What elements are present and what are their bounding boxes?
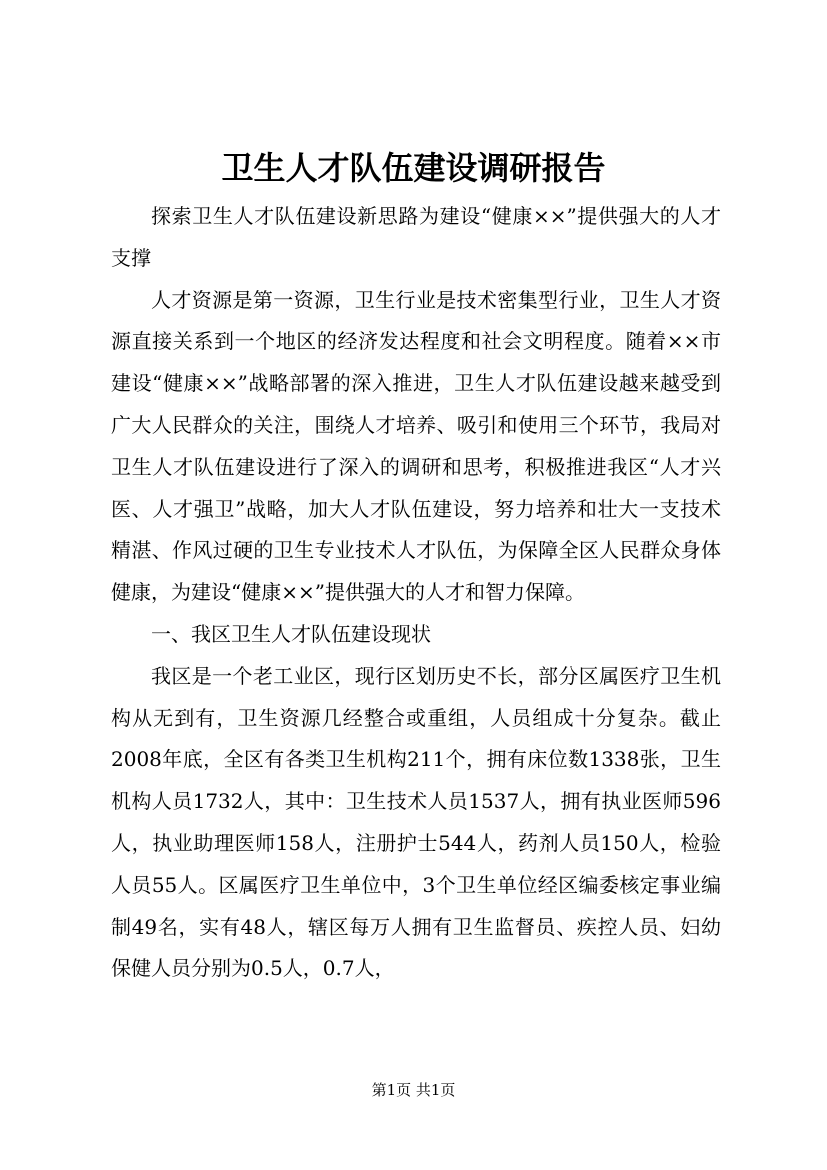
paragraph-subtitle: 探索卫生人才队伍建设新思路为建设“健康××”提供强大的人才支撑 — [111, 204, 721, 270]
section-heading: 一、我区卫生人才队伍建设现状 — [151, 621, 431, 646]
paragraph-intro: 人才资源是第一资源，卫生行业是技术密集型行业，卫生人才资源直接关系到一个地区的经济发达程度和社会文明程度。随着××市建设“健康××”战略部署的深入推进，卫生人才队伍建设越来越受到广大人民群众的关注，围绕人才培养、吸引和使用三个环节，我局对卫生人才队伍建设进行了深入的调研和思考，积极推进我区“人才兴医、人才强卫”战略，加大人才队伍建设，努力培养和壮大一支技术精湛、作风过硬的卫生专业技术人才队伍，为保障全区人民群众身体健康，为建设“健康××”提供强大的人才和智力保障。 — [111, 287, 721, 605]
document-body — [111, 196, 721, 990]
page-footer: 第1页 共1页 — [371, 1081, 456, 1099]
document-title: 卫生人才队伍建设调研报告 — [221, 149, 606, 187]
paragraph-status: 我区是一个老工业区，现行区划历史不长，部分区属医疗卫生机构从无到有，卫生资源几经整合或重组，人员组成十分复杂。截止2008年底，全区有各类卫生机构211个，拥有床位数1338张，卫生机构人员1732人，其中：卫生技术人员1537人，拥有执业医师596人，执业助理医师158人，注册护士544人，药剂人员150人，检验人员55人。区属医疗卫生单位中，3个卫生单位经区编委核定事业编制49名，实有48人，辖区每万人拥有卫生监督员、疾控人员、妇幼保健人员分别为0.5人，0.7人， — [111, 663, 721, 981]
